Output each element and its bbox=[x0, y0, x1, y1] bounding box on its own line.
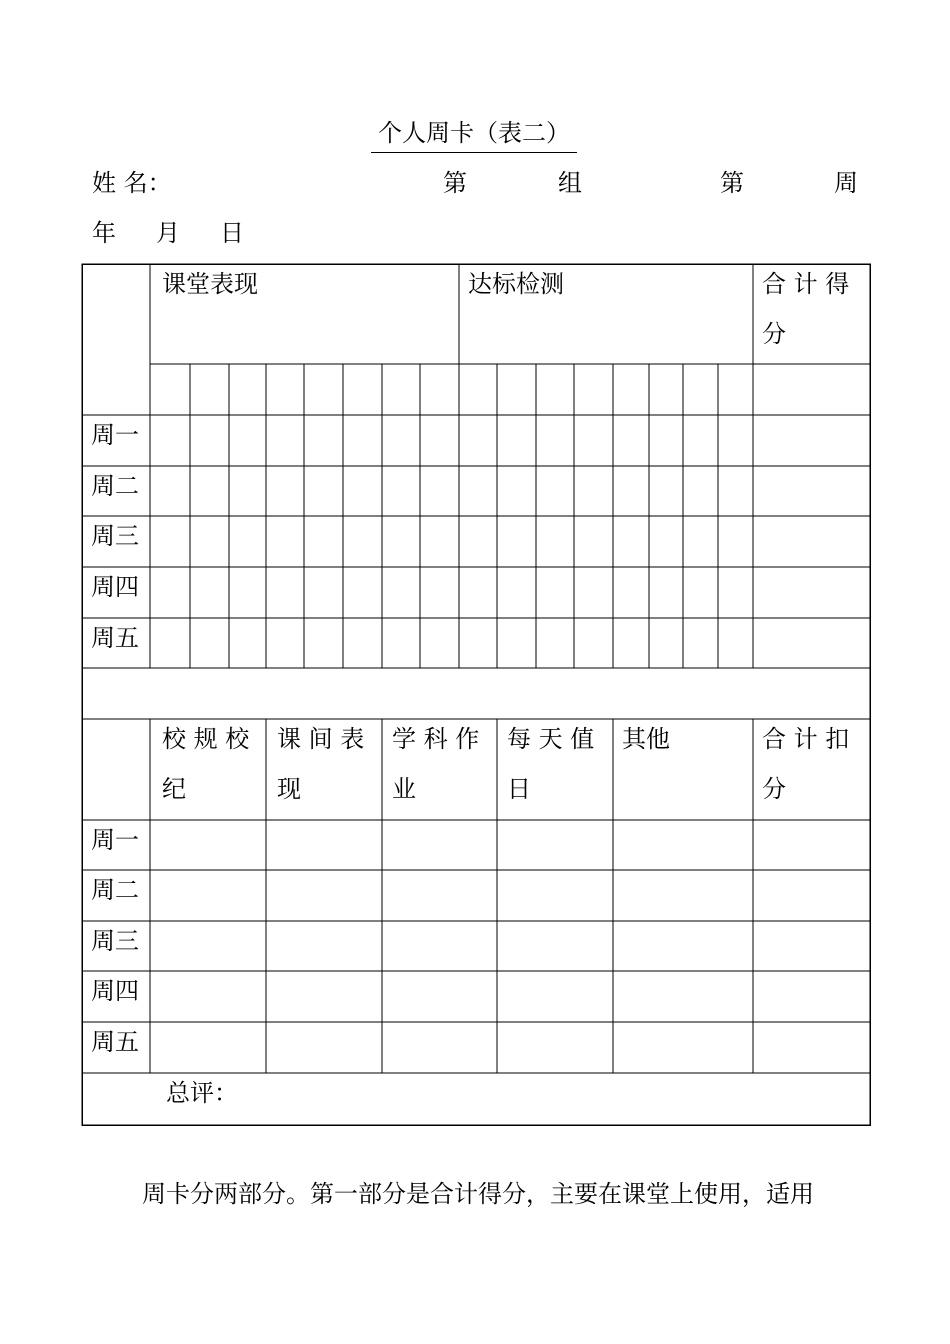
table2-row-mon: 周一 bbox=[91, 826, 139, 854]
month-label: 月 bbox=[156, 219, 180, 247]
year-label: 年 bbox=[92, 219, 116, 247]
week-suffix: 周 bbox=[834, 169, 858, 197]
col-total-deduction-line2: 分 bbox=[762, 775, 786, 803]
table2-row-fri: 周五 bbox=[91, 1028, 139, 1056]
col-daily-duty-line2: 日 bbox=[507, 775, 531, 803]
col-school-rules-line1: 校 规 校 bbox=[162, 725, 250, 753]
table1-row-thu: 周四 bbox=[91, 573, 139, 601]
col-school-rules-line2: 纪 bbox=[162, 775, 186, 803]
group-prefix: 第 bbox=[443, 169, 467, 197]
col-class-performance: 课堂表现 bbox=[162, 270, 258, 298]
col-standard-test: 达标检测 bbox=[468, 270, 564, 298]
table1-row-fri: 周五 bbox=[91, 624, 139, 652]
table2-row-thu: 周四 bbox=[91, 977, 139, 1005]
col-total-deduction-line1: 合 计 扣 bbox=[762, 725, 850, 753]
table2-row-tue: 周二 bbox=[91, 876, 139, 904]
description-paragraph: 周卡分两部分。第一部分是合计得分，主要在课堂上使用，适用 bbox=[142, 1180, 814, 1208]
col-homework-line2: 业 bbox=[392, 775, 416, 803]
col-break-behavior-line1: 课 间 表 bbox=[277, 725, 365, 753]
table1-row-mon: 周一 bbox=[91, 421, 139, 449]
col-other: 其他 bbox=[622, 725, 670, 753]
group-suffix: 组 bbox=[558, 169, 582, 197]
name-label: 姓 名： bbox=[92, 169, 172, 197]
day-label: 日 bbox=[220, 219, 244, 247]
col-daily-duty-line1: 每 天 值 bbox=[507, 725, 595, 753]
col-homework-line1: 学 科 作 bbox=[392, 725, 480, 753]
week-prefix: 第 bbox=[720, 169, 744, 197]
table1-row-wed: 周三 bbox=[91, 522, 139, 550]
table2-row-wed: 周三 bbox=[91, 927, 139, 955]
table1-row-tue: 周二 bbox=[91, 472, 139, 500]
page-title: 个人周卡（表二） bbox=[378, 119, 570, 147]
col-break-behavior-line2: 现 bbox=[277, 775, 301, 803]
summary-label: 总评： bbox=[166, 1079, 238, 1107]
col-total-score-line2: 分 bbox=[762, 320, 786, 348]
col-total-score-line1: 合 计 得 bbox=[762, 270, 850, 298]
